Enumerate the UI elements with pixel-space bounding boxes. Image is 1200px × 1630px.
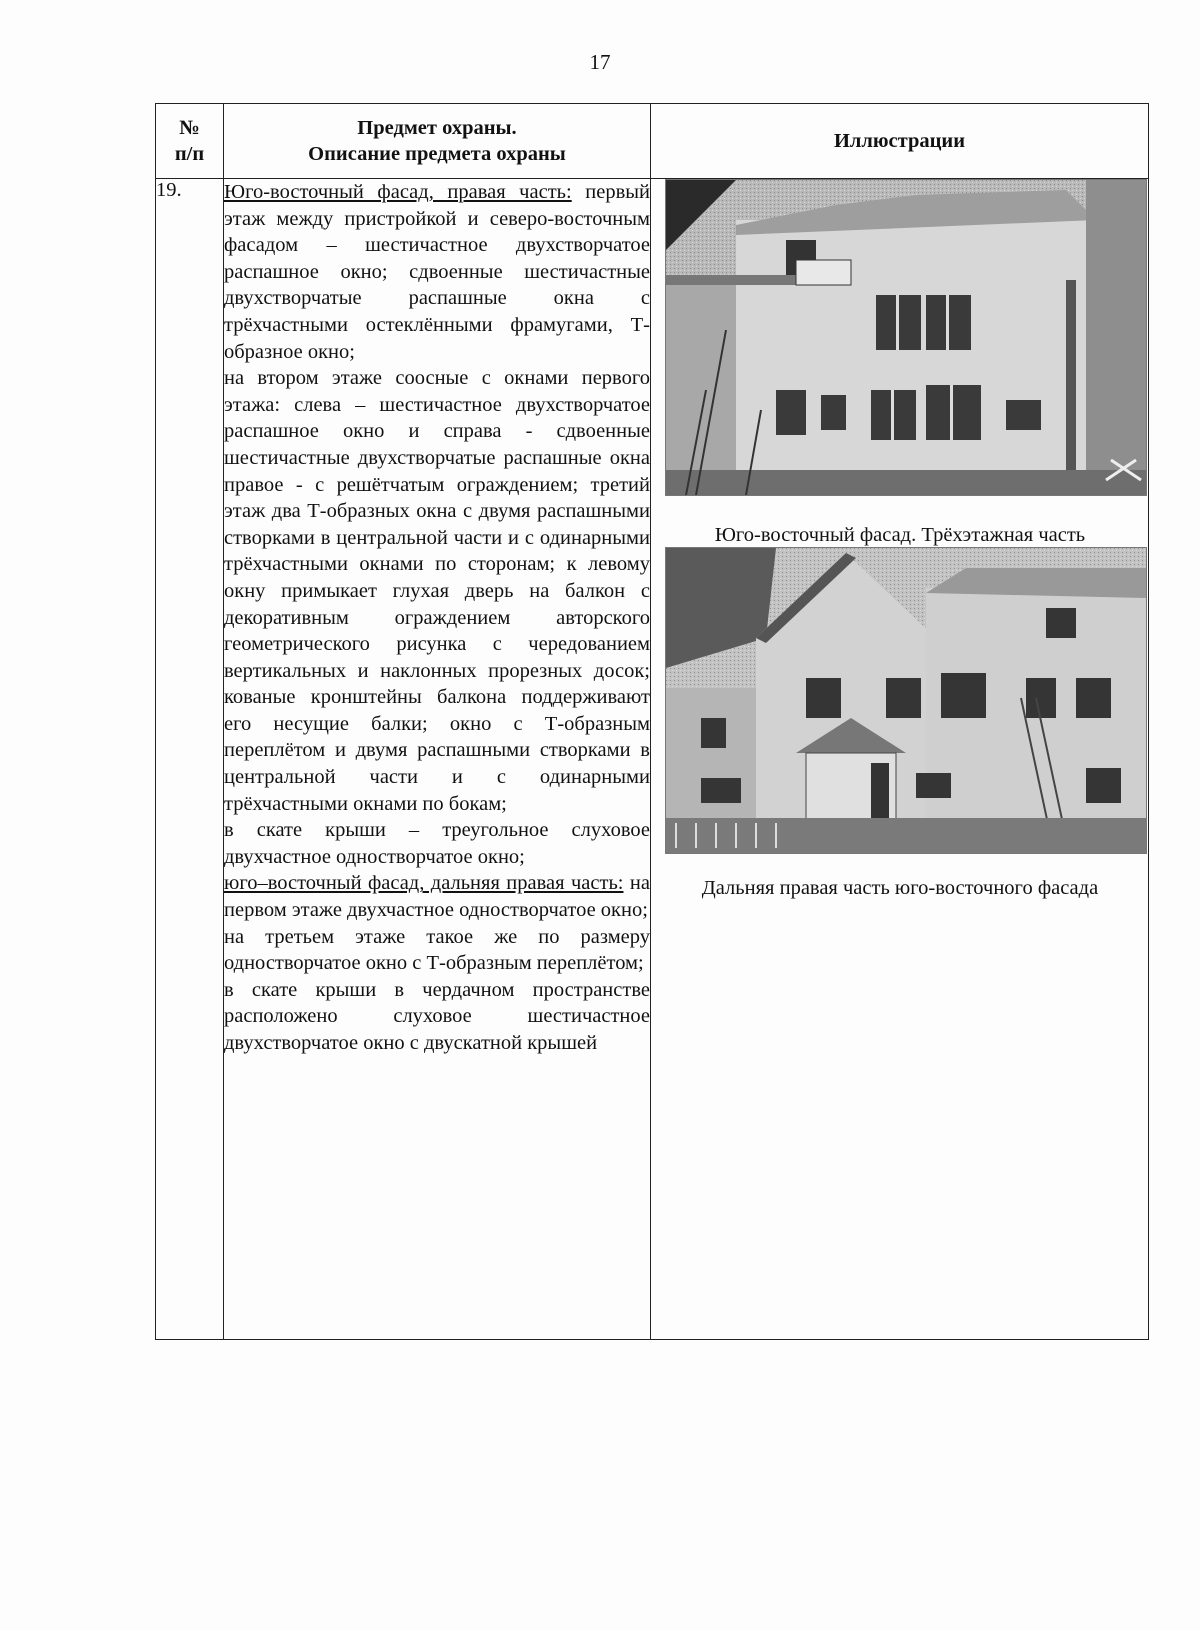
desc-paragraph-5: на третьем этаже такое же по размеру одностворчатое окно с Т-образным переплётом; xyxy=(224,925,650,975)
facade-photo-far-right-part xyxy=(665,547,1147,854)
page-number: 17 xyxy=(589,50,611,74)
header-subject xyxy=(224,104,651,179)
row-illustrations xyxy=(651,179,1149,1340)
row-description xyxy=(224,179,651,1340)
desc-text-4: на первом этаже двухчастное одностворчатое окно; xyxy=(224,872,650,922)
desc-paragraph-6: в скате крыши в чердачном пространстве расположено слуховое шестичастное двухстворчатое окно с двускатной крышей xyxy=(224,978,650,1054)
desc-paragraph-2: на втором этаже соосные с окнами первого этажа: слева – шестичастное двухстворчатое распашное окно и справа - сдвоенные шестичастные двухстворчатые распашные окна правое - с решётчатым ограждением; третий этаж два Т-образных окна с двумя распашными створками в центральной части и с одинарными трёхчастными окнами по сторонам; к левому окну примыкает глухая дверь на балкон с декоративным ограждением авторского геометрического рисунка с чередованием вертикальных и наклонных прорезных досок; кованые кронштейны балкона поддерживают его несущие балки; окно с Т-образным переплётом и двумя распашными створками в центральной части и с одинарными трёхчастными окнами по бокам; xyxy=(224,367,650,815)
header-num-line2: п/п xyxy=(174,143,205,165)
protection-table xyxy=(155,103,1149,1340)
row-number: 19. xyxy=(156,179,224,1340)
desc-paragraph-3: в скате крыши – треугольное слуховое двухчастное одностворчатое окно; xyxy=(224,819,650,868)
section-heading-far-right-part: юго–восточный фасад, дальняя правая часть: xyxy=(224,872,624,895)
table-row xyxy=(156,179,1149,1340)
header-subject-line2: Описание предмета охраны xyxy=(308,143,566,165)
table-header-row xyxy=(156,104,1149,179)
header-num xyxy=(156,104,224,179)
header-num-line1: № xyxy=(179,117,200,139)
desc-paragraph-4 xyxy=(224,870,650,923)
photo-caption-2: Дальняя правая часть юго-восточного фасада xyxy=(701,877,1099,899)
section-heading-right-part: Юго-восточный фасад, правая часть: xyxy=(224,181,572,203)
desc-text-1: первый этаж между пристройкой и северо-восточным фасадом – шестичастное двухстворчатое распашное окно; сдвоенные шестичастные двухстворчатые распашные окна с трёхчастными остеклёнными фрамугами, Т-образное окно; xyxy=(224,181,651,363)
desc-paragraph-1 xyxy=(224,179,650,365)
header-illustrations: Иллюстрации xyxy=(651,104,1149,179)
photo-caption-1: Юго-восточный фасад. Трёхэтажная часть xyxy=(714,524,1086,546)
facade-photo-three-storey xyxy=(665,179,1147,496)
header-subject-line1: Предмет охраны. xyxy=(357,117,517,139)
